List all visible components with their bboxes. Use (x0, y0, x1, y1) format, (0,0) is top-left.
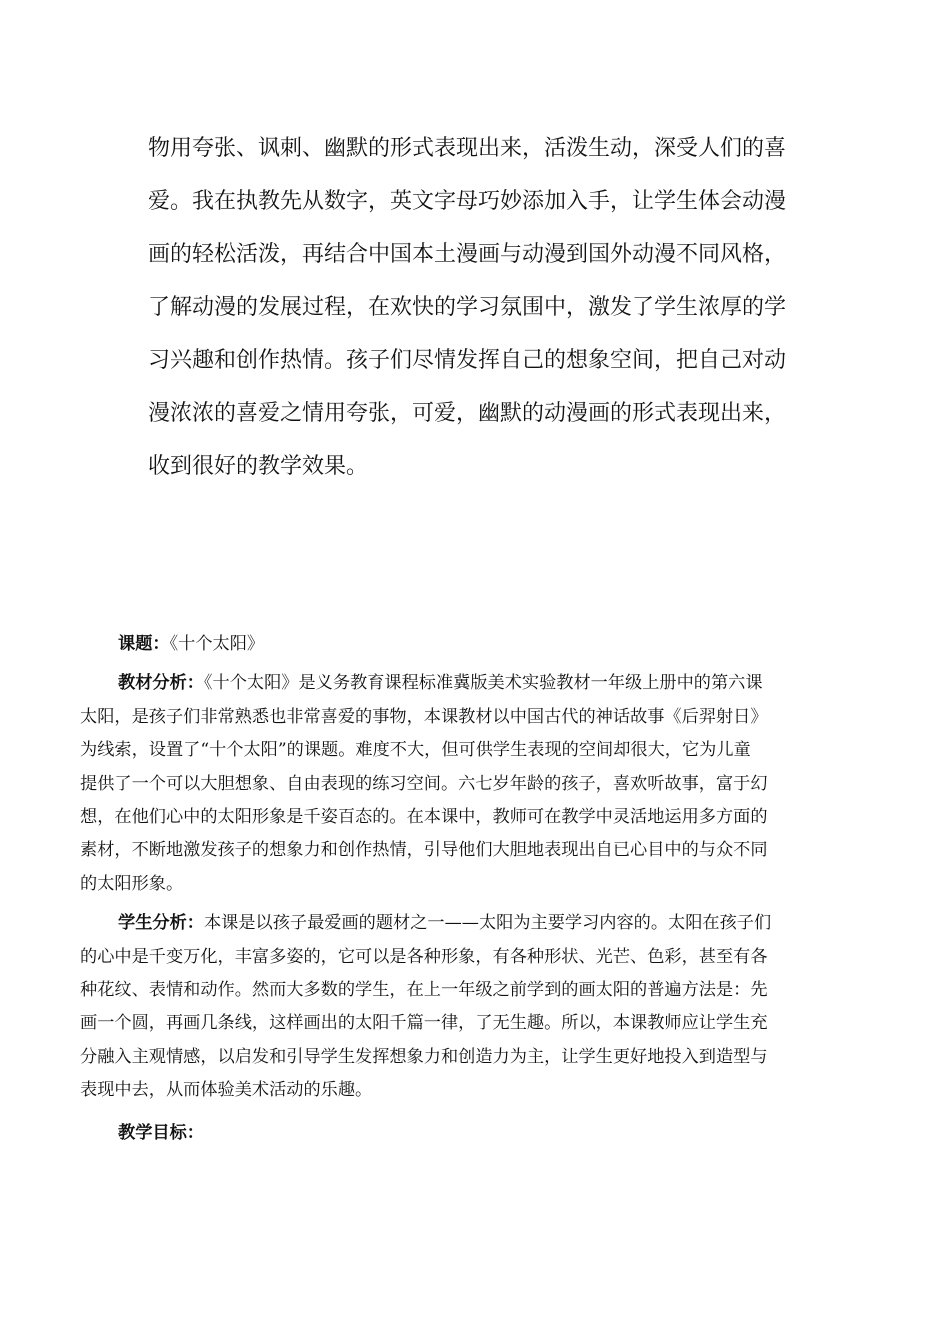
student-analysis-text: 的心中是千变万化，丰富多姿的，它可以是各种形象，有各种形状、光芒、色彩，甚至有各 (80, 946, 768, 967)
reflection-line: 漫浓浓的喜爱之情用夸张，可爱，幽默的动漫画的形式表现出来， (148, 401, 787, 426)
material-analysis-text: 想，在他们心中的太阳形象是千姿百态的。在本课中，教师可在教学中灵活地运用多方面的 (80, 806, 768, 827)
material-analysis-text: 《十个太阳》是义务教育课程标准冀版美术实验教材一年级上册中的第六课 (203, 673, 763, 694)
student-analysis-text: 种花纹、表情和动作。然而大多数的学生，在上一年级之前学到的画太阳的普遍方法是：先 (80, 979, 768, 1000)
material-analysis-text: 的太阳形象。 (80, 873, 184, 894)
material-analysis-text: 为线索，设置了“十个太阳”的课题。难度不大，但可供学生表现的空间却很大，它为儿童 (80, 740, 751, 761)
reflection-line: 物用夸张、讽刺、幽默的形式表现出来，活泼生动，深受人们的喜 (148, 136, 787, 161)
material-analysis-text: 素材，不断地激发孩子的想象力和创作热情，引导他们大胆地表现出自已心目中的与众不同 (80, 840, 768, 861)
reflection-line: 习兴趣和创作热情。孩子们尽情发挥自己的想象空间，把自己对动 (148, 348, 787, 373)
reflection-line: 收到很好的教学效果。 (148, 454, 369, 479)
teaching-goals-line (80, 1117, 850, 1150)
topic-value: 《十个太阳》 (169, 634, 265, 654)
student-analysis-label: 学生分析： (118, 913, 204, 934)
material-analysis-text: 太阳，是孩子们非常熟悉也非常喜爱的事物，本课教材以中国古代的神话故事《后羿射日》 (80, 706, 768, 727)
teaching-goals-label: 教学目标： (118, 1123, 204, 1144)
reflection-section (148, 122, 808, 493)
topic-line (80, 628, 850, 661)
material-analysis-text: 提供了一个可以大胆想象、自由表现的练习空间。六七岁年龄的孩子，喜欢听故事，富于幻 (80, 773, 768, 794)
material-analysis-first-line (80, 667, 850, 700)
student-analysis-text: 表现中去，从而体验美术活动的乐趣。 (80, 1080, 373, 1101)
material-analysis-label: 教材分析： (118, 673, 204, 694)
student-analysis-text: 画一个圆，再画几条线，这样画出的太阳千篇一律，了无生趣。所以，本课教师应让学生充 (80, 1013, 768, 1034)
student-analysis-text: 本课是以孩子最爱画的题材之一——太阳为主要学习内容的。太阳在孩子们 (203, 913, 772, 934)
lesson-plan-section (80, 628, 850, 1151)
reflection-line: 画的轻松活泼，再结合中国本土漫画与动漫到国外动漫不同风格， (148, 242, 787, 267)
student-analysis-first-line (80, 907, 850, 940)
student-analysis-text: 分融入主观情感，以启发和引导学生发挥想象力和创造力为主，让学生更好地投入到造型与 (80, 1046, 768, 1067)
topic-label: 课题： (118, 634, 170, 654)
reflection-line: 了解动漫的发展过程，在欢快的学习氛围中，激发了学生浓厚的学 (148, 295, 787, 320)
reflection-line: 爱。我在执教先从数字，英文字母巧妙添加入手，让学生体会动漫 (148, 189, 787, 214)
